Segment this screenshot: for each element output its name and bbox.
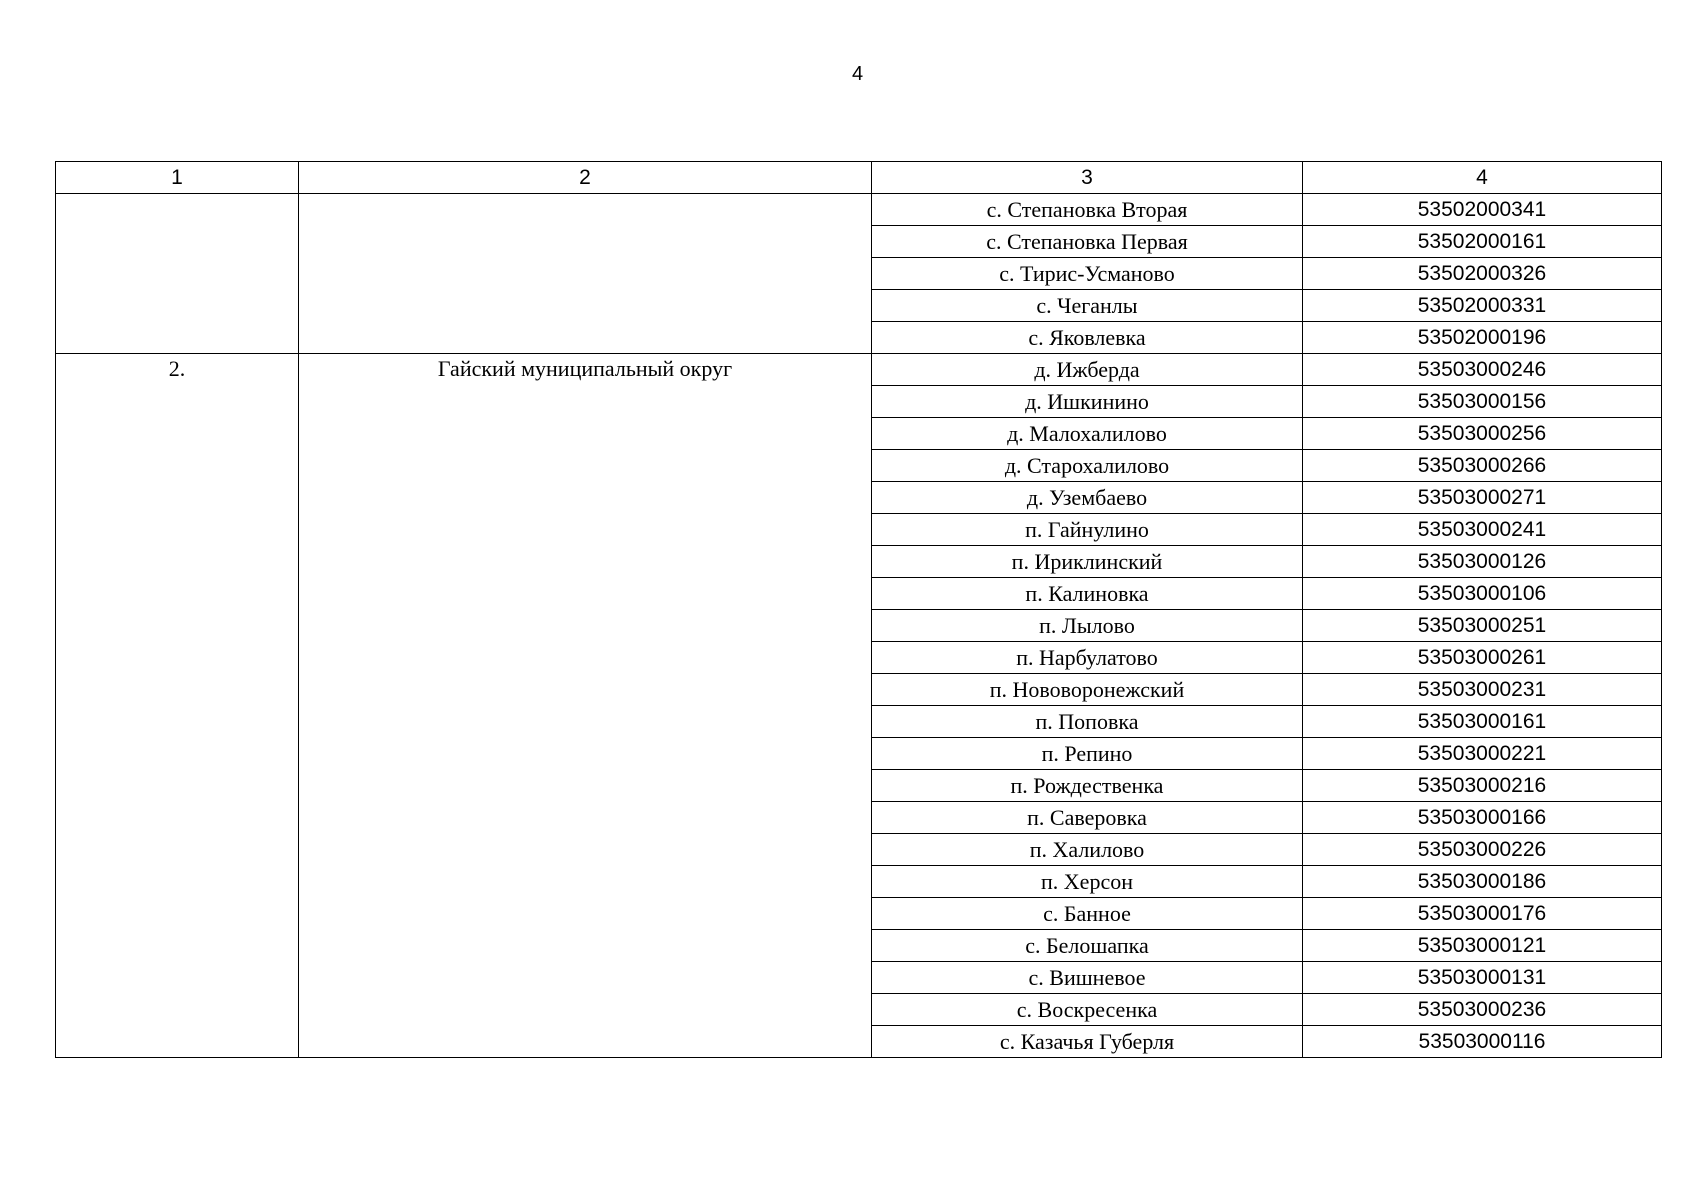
column-header-1: 1 xyxy=(56,162,299,194)
column-header-2: 2 xyxy=(299,162,872,194)
settlement-name: п. Репино xyxy=(872,738,1303,770)
settlement-code: 53503000126 xyxy=(1303,546,1662,578)
settlement-name: с. Воскресенка xyxy=(872,994,1303,1026)
settlement-name: п. Саверовка xyxy=(872,802,1303,834)
settlement-code: 53503000116 xyxy=(1303,1026,1662,1058)
group-number: 2. xyxy=(168,356,186,381)
settlement-name: п. Рождественка xyxy=(872,770,1303,802)
settlement-name: д. Узембаево xyxy=(872,482,1303,514)
settlement-name: д. Ижберда xyxy=(872,354,1303,386)
settlement-code: 53503000231 xyxy=(1303,674,1662,706)
settlement-name: п. Халилово xyxy=(872,834,1303,866)
settlement-code: 53503000216 xyxy=(1303,770,1662,802)
settlement-name: с. Чеганлы xyxy=(872,290,1303,322)
settlement-code: 53503000251 xyxy=(1303,610,1662,642)
settlement-name: с. Вишневое xyxy=(872,962,1303,994)
settlement-code: 53503000246 xyxy=(1303,354,1662,386)
settlement-code: 53502000196 xyxy=(1303,322,1662,354)
settlement-name: д. Ишкинино xyxy=(872,386,1303,418)
settlement-code: 53502000326 xyxy=(1303,258,1662,290)
settlement-name: п. Нарбулатово xyxy=(872,642,1303,674)
table-row xyxy=(56,354,1662,386)
settlement-code: 53503000121 xyxy=(1303,930,1662,962)
settlement-name: д. Малохалилово xyxy=(872,418,1303,450)
table-body xyxy=(56,194,1662,1058)
settlements-table xyxy=(55,161,1662,1058)
district-cell xyxy=(299,354,872,1058)
settlement-code: 53503000256 xyxy=(1303,418,1662,450)
settlement-code: 53503000166 xyxy=(1303,802,1662,834)
settlement-code: 53503000241 xyxy=(1303,514,1662,546)
settlement-name: с. Степановка Первая xyxy=(872,226,1303,258)
column-header-3: 3 xyxy=(872,162,1303,194)
group-number-cell xyxy=(56,354,299,1058)
settlement-name: с. Тирис-Усманово xyxy=(872,258,1303,290)
column-header-4: 4 xyxy=(1303,162,1662,194)
settlement-name: п. Калиновка xyxy=(872,578,1303,610)
settlement-name: с. Казачья Губерля xyxy=(872,1026,1303,1058)
header-row xyxy=(56,162,1662,194)
settlement-code: 53503000261 xyxy=(1303,642,1662,674)
group-number-cell xyxy=(56,194,299,354)
settlement-code: 53503000271 xyxy=(1303,482,1662,514)
settlement-name: с. Банное xyxy=(872,898,1303,930)
settlement-code: 53503000131 xyxy=(1303,962,1662,994)
settlement-name: п. Гайнулино xyxy=(872,514,1303,546)
table-row xyxy=(56,194,1662,226)
settlement-code: 53503000266 xyxy=(1303,450,1662,482)
settlement-name: с. Степановка Вторая xyxy=(872,194,1303,226)
settlement-code: 53502000331 xyxy=(1303,290,1662,322)
settlement-name: д. Старохалилово xyxy=(872,450,1303,482)
settlement-name: п. Лылово xyxy=(872,610,1303,642)
settlement-name: с. Белошапка xyxy=(872,930,1303,962)
district-cell xyxy=(299,194,872,354)
settlement-name: п. Ириклинский xyxy=(872,546,1303,578)
settlement-code: 53502000341 xyxy=(1303,194,1662,226)
settlement-code: 53503000236 xyxy=(1303,994,1662,1026)
settlement-code: 53502000161 xyxy=(1303,226,1662,258)
page-number: 4 xyxy=(851,63,864,85)
settlement-name: п. Нововоронежский xyxy=(872,674,1303,706)
settlement-name: с. Яковлевка xyxy=(872,322,1303,354)
settlement-code: 53503000106 xyxy=(1303,578,1662,610)
settlement-code: 53503000156 xyxy=(1303,386,1662,418)
settlement-code: 53503000221 xyxy=(1303,738,1662,770)
settlement-name: п. Херсон xyxy=(872,866,1303,898)
district-name: Гайский муниципальный округ xyxy=(437,356,733,381)
settlement-code: 53503000176 xyxy=(1303,898,1662,930)
settlement-code: 53503000161 xyxy=(1303,706,1662,738)
settlement-code: 53503000226 xyxy=(1303,834,1662,866)
settlement-code: 53503000186 xyxy=(1303,866,1662,898)
settlement-name: п. Поповка xyxy=(872,706,1303,738)
